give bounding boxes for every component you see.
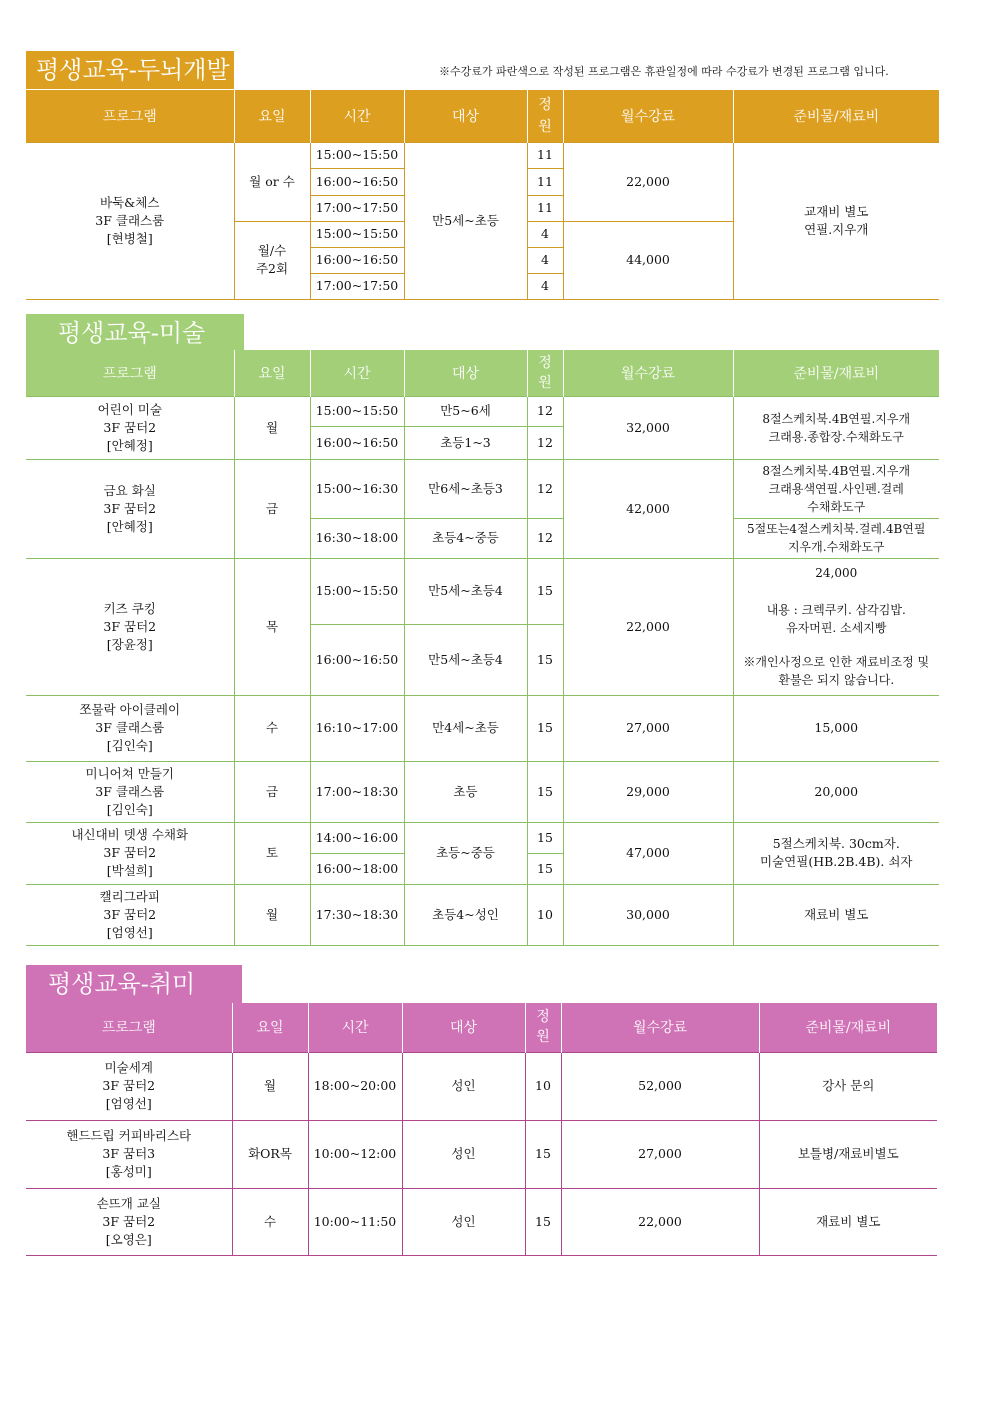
capacity-cell: 12 bbox=[527, 459, 563, 518]
program-name: 손뜨개 교실 bbox=[96, 1195, 161, 1211]
program-room: 3F 꿈터3 bbox=[102, 1146, 156, 1161]
header-capacity: 정 원 bbox=[527, 90, 563, 142]
program-name: 키즈 쿠킹 bbox=[103, 600, 156, 616]
time-cell: 17:00~17:50 bbox=[310, 195, 404, 221]
fee-cell: 27,000 bbox=[563, 695, 733, 761]
day-cell: 수 bbox=[234, 695, 310, 761]
program-cell bbox=[26, 884, 234, 945]
fee-cell: 22,000 bbox=[561, 1188, 759, 1255]
capacity-cell: 4 bbox=[527, 273, 563, 299]
fee-cell: 27,000 bbox=[561, 1120, 759, 1188]
time-cell: 16:00~16:50 bbox=[310, 624, 404, 695]
program-room: 3F 꿈터2 bbox=[103, 906, 157, 922]
program-teacher: [엄영선] bbox=[106, 924, 153, 940]
program-cell bbox=[26, 142, 234, 299]
header-time: 시간 bbox=[308, 1003, 402, 1052]
capacity-cell: 11 bbox=[527, 168, 563, 195]
header-time: 시간 bbox=[310, 350, 404, 396]
program-room: 3F 꿈터2 bbox=[103, 618, 157, 634]
capacity-cell: 15 bbox=[527, 558, 563, 624]
header-day: 요일 bbox=[234, 350, 310, 396]
program-room: 3F 꿈터2 bbox=[103, 845, 157, 860]
day-cell: 월 bbox=[234, 884, 310, 945]
program-teacher: [홍성미] bbox=[105, 1164, 152, 1179]
time-cell: 15:00~16:30 bbox=[310, 459, 404, 518]
time-cell: 17:00~17:50 bbox=[310, 273, 404, 299]
header-fee: 월수강료 bbox=[563, 90, 733, 142]
capacity-cell: 10 bbox=[527, 884, 563, 945]
program-teacher: [김인숙] bbox=[106, 801, 153, 817]
capacity-cell: 12 bbox=[527, 518, 563, 558]
capacity-cell: 15 bbox=[525, 1188, 561, 1255]
program-name: 어린이 미술 bbox=[97, 401, 162, 417]
time-cell: 17:00~18:30 bbox=[310, 761, 404, 822]
program-cell bbox=[26, 761, 234, 822]
capacity-cell: 12 bbox=[527, 426, 563, 459]
header-target: 대상 bbox=[404, 350, 527, 396]
brain-table bbox=[26, 90, 939, 300]
header-time: 시간 bbox=[310, 90, 404, 142]
time-cell: 10:00~11:50 bbox=[308, 1188, 402, 1255]
day-line: 주2회 bbox=[255, 261, 289, 276]
capacity-cell: 12 bbox=[527, 396, 563, 426]
time-cell: 16:00~18:00 bbox=[310, 853, 404, 884]
day-cell: 목 bbox=[234, 558, 310, 695]
header-materials: 준비물/재료비 bbox=[759, 1003, 937, 1052]
target-cell: 성인 bbox=[402, 1120, 525, 1188]
capacity-cell: 15 bbox=[527, 695, 563, 761]
materials-cell bbox=[733, 142, 939, 299]
time-cell: 15:00~15:50 bbox=[310, 221, 404, 247]
header-program: 프로그램 bbox=[26, 90, 234, 142]
capacity-cell: 10 bbox=[525, 1052, 561, 1120]
materials-line: 지우개.수채화도구 bbox=[787, 540, 885, 554]
fee-cell: 22,000 bbox=[563, 558, 733, 695]
program-teacher: [장윤정] bbox=[106, 636, 153, 652]
program-teacher: [김인숙] bbox=[106, 738, 153, 753]
section-title-art: 평생교육-미술 bbox=[26, 314, 244, 352]
materials-line: 수채화도구 bbox=[807, 499, 866, 514]
fee-change-note: ※수강료가 파란색으로 작성된 프로그램은 휴관일정에 따라 수강료가 변경된 프로그램 입니다. bbox=[439, 65, 889, 78]
time-cell: 15:00~15:50 bbox=[310, 142, 404, 168]
fee-cell: 30,000 bbox=[563, 884, 733, 945]
hobby-table bbox=[26, 1003, 937, 1256]
header-capacity: 정 원 bbox=[527, 350, 563, 396]
materials-line: 미술연필(HB.2B.4B). 쇠자 bbox=[760, 854, 913, 869]
time-cell: 14:00~16:00 bbox=[310, 822, 404, 853]
fee-cell: 22,000 bbox=[563, 142, 733, 221]
materials-cell: 보틀병/재료비별도 bbox=[759, 1120, 937, 1188]
program-cell bbox=[26, 695, 234, 761]
capacity-cell: 11 bbox=[527, 142, 563, 168]
header-capacity: 정 원 bbox=[525, 1003, 561, 1052]
materials-line: 5절스케치북. 30cm자. bbox=[772, 836, 900, 851]
program-room: 3F 클래스룸 bbox=[95, 783, 165, 799]
capacity-cell: 4 bbox=[527, 247, 563, 273]
program-cell bbox=[26, 1188, 232, 1255]
header-program: 프로그램 bbox=[26, 350, 234, 396]
program-room: 3F 클래스룸 bbox=[95, 212, 165, 228]
fee-cell: 52,000 bbox=[561, 1052, 759, 1120]
header-target: 대상 bbox=[404, 90, 527, 142]
fee-cell: 32,000 bbox=[563, 396, 733, 459]
materials-cell: 15,000 bbox=[733, 695, 939, 761]
fee-cell: 42,000 bbox=[563, 459, 733, 558]
program-cell bbox=[26, 459, 234, 558]
header-materials: 준비물/재료비 bbox=[733, 90, 939, 142]
header-day: 요일 bbox=[232, 1003, 308, 1052]
target-cell: 초등4~중등 bbox=[404, 518, 527, 558]
program-name: 바둑&체스 bbox=[100, 194, 160, 210]
time-cell: 16:00~16:50 bbox=[310, 426, 404, 459]
target-cell: 초등1~3 bbox=[404, 426, 527, 459]
materials-line: 교재비 별도 bbox=[804, 203, 869, 219]
time-cell: 15:00~15:50 bbox=[310, 558, 404, 624]
day-cell: 월 or 수 bbox=[234, 142, 310, 221]
program-room: 3F 꿈터2 bbox=[103, 500, 157, 516]
day-cell: 월 bbox=[234, 396, 310, 459]
time-cell: 16:10~17:00 bbox=[310, 695, 404, 761]
materials-line: 크래용.종합장.수채화도구 bbox=[768, 429, 904, 444]
target-cell: 성인 bbox=[402, 1188, 525, 1255]
materials-line: 24,000 bbox=[815, 566, 858, 580]
fee-cell: 44,000 bbox=[563, 221, 733, 299]
program-teacher: [안혜정] bbox=[106, 518, 153, 534]
program-cell bbox=[26, 558, 234, 695]
capacity-cell: 15 bbox=[527, 822, 563, 853]
materials-cell bbox=[733, 822, 939, 884]
program-cell bbox=[26, 822, 234, 884]
target-cell: 초등4~성인 bbox=[404, 884, 527, 945]
program-name: 내신대비 뎃생 수채화 bbox=[71, 827, 189, 842]
section-title-hobby: 평생교육-취미 bbox=[26, 965, 242, 1003]
materials-line: 5절또는4절스케치북.걸레.4B연필 bbox=[747, 522, 926, 536]
program-name: 미니어쳐 만들기 bbox=[85, 765, 174, 781]
header-materials: 준비물/재료비 bbox=[733, 350, 939, 396]
day-cell: 금 bbox=[234, 459, 310, 558]
day-cell: 월 bbox=[232, 1052, 308, 1120]
materials-cell: 강사 문의 bbox=[759, 1052, 937, 1120]
time-cell: 18:00~20:00 bbox=[308, 1052, 402, 1120]
capacity-cell: 15 bbox=[525, 1120, 561, 1188]
materials-line: 내용 : 크렉쿠키. 삼각김밥. bbox=[766, 603, 906, 617]
program-cell bbox=[26, 1052, 232, 1120]
materials-line: 8절스케치북.4B연필.지우개 bbox=[762, 463, 911, 478]
program-name: 미술세계 bbox=[104, 1060, 153, 1075]
time-cell: 16:00~16:50 bbox=[310, 168, 404, 195]
program-cell bbox=[26, 1120, 232, 1188]
program-room: 3F 클래스룸 bbox=[95, 720, 165, 735]
section-title-brain: 평생교육-두뇌개발 bbox=[26, 51, 234, 89]
time-cell: 10:00~12:00 bbox=[308, 1120, 402, 1188]
program-cell bbox=[26, 396, 234, 459]
materials-cell bbox=[733, 518, 939, 558]
materials-cell: 재료비 별도 bbox=[759, 1188, 937, 1255]
target-cell: 만5~6세 bbox=[404, 396, 527, 426]
program-name: 쪼물락 아이클레이 bbox=[79, 702, 181, 717]
program-room: 3F 꿈터2 bbox=[102, 1078, 156, 1093]
header-program: 프로그램 bbox=[26, 1003, 232, 1052]
day-cell bbox=[234, 221, 310, 299]
capacity-cell: 15 bbox=[527, 853, 563, 884]
materials-line: 크래용색연필.사인펜.걸레 bbox=[768, 481, 904, 496]
art-table bbox=[26, 350, 939, 946]
materials-line: 연필.지우개 bbox=[804, 221, 869, 237]
materials-cell: 20,000 bbox=[733, 761, 939, 822]
day-cell: 수 bbox=[232, 1188, 308, 1255]
program-name: 금요 화실 bbox=[103, 482, 156, 498]
header-fee: 월수강료 bbox=[561, 1003, 759, 1052]
materials-line: 8절스케치북.4B연필.지우개 bbox=[762, 411, 911, 426]
program-room: 3F 꿈터2 bbox=[103, 419, 157, 435]
materials-cell bbox=[733, 558, 939, 695]
program-name: 캘리그라피 bbox=[99, 888, 160, 904]
time-cell: 17:30~18:30 bbox=[310, 884, 404, 945]
day-cell: 금 bbox=[234, 761, 310, 822]
time-cell: 16:30~18:00 bbox=[310, 518, 404, 558]
header-fee: 월수강료 bbox=[563, 350, 733, 396]
target-cell: 만5세~초등4 bbox=[404, 624, 527, 695]
day-cell: 화OR목 bbox=[232, 1120, 308, 1188]
materials-line: 유자머핀. 소세지빵 bbox=[786, 621, 887, 635]
time-cell: 15:00~15:50 bbox=[310, 396, 404, 426]
fee-cell: 47,000 bbox=[563, 822, 733, 884]
header-day: 요일 bbox=[234, 90, 310, 142]
target-cell: 성인 bbox=[402, 1052, 525, 1120]
capacity-cell: 11 bbox=[527, 195, 563, 221]
program-teacher: [박설희] bbox=[106, 863, 153, 878]
program-name: 핸드드립 커피바리스타 bbox=[66, 1128, 192, 1143]
materials-line: ※개인사정으로 인한 재료비조정 및 bbox=[743, 655, 930, 669]
day-cell: 토 bbox=[234, 822, 310, 884]
capacity-cell: 4 bbox=[527, 221, 563, 247]
target-cell: 초등 bbox=[404, 761, 527, 822]
target-cell: 만6세~초등3 bbox=[404, 459, 527, 518]
program-teacher: [오영은] bbox=[105, 1231, 152, 1247]
target-cell: 만5세~초등4 bbox=[404, 558, 527, 624]
target-cell: 초등~중등 bbox=[404, 822, 527, 884]
program-teacher: [안혜정] bbox=[106, 437, 153, 453]
materials-cell bbox=[733, 459, 939, 518]
target-cell: 만4세~초등 bbox=[404, 695, 527, 761]
day-line: 월/수 bbox=[257, 243, 287, 258]
materials-line: 환불은 되지 않습니다. bbox=[778, 673, 895, 687]
time-cell: 16:00~16:50 bbox=[310, 247, 404, 273]
capacity-cell: 15 bbox=[527, 761, 563, 822]
materials-cell: 재료비 별도 bbox=[733, 884, 939, 945]
program-room: 3F 꿈터2 bbox=[102, 1213, 156, 1229]
program-teacher: [엄영선] bbox=[105, 1096, 152, 1111]
header-target: 대상 bbox=[402, 1003, 525, 1052]
materials-cell bbox=[733, 396, 939, 459]
fee-cell: 29,000 bbox=[563, 761, 733, 822]
target-cell: 만5세~초등 bbox=[404, 142, 527, 299]
capacity-cell: 15 bbox=[527, 624, 563, 695]
program-teacher: [현병철] bbox=[106, 230, 153, 246]
